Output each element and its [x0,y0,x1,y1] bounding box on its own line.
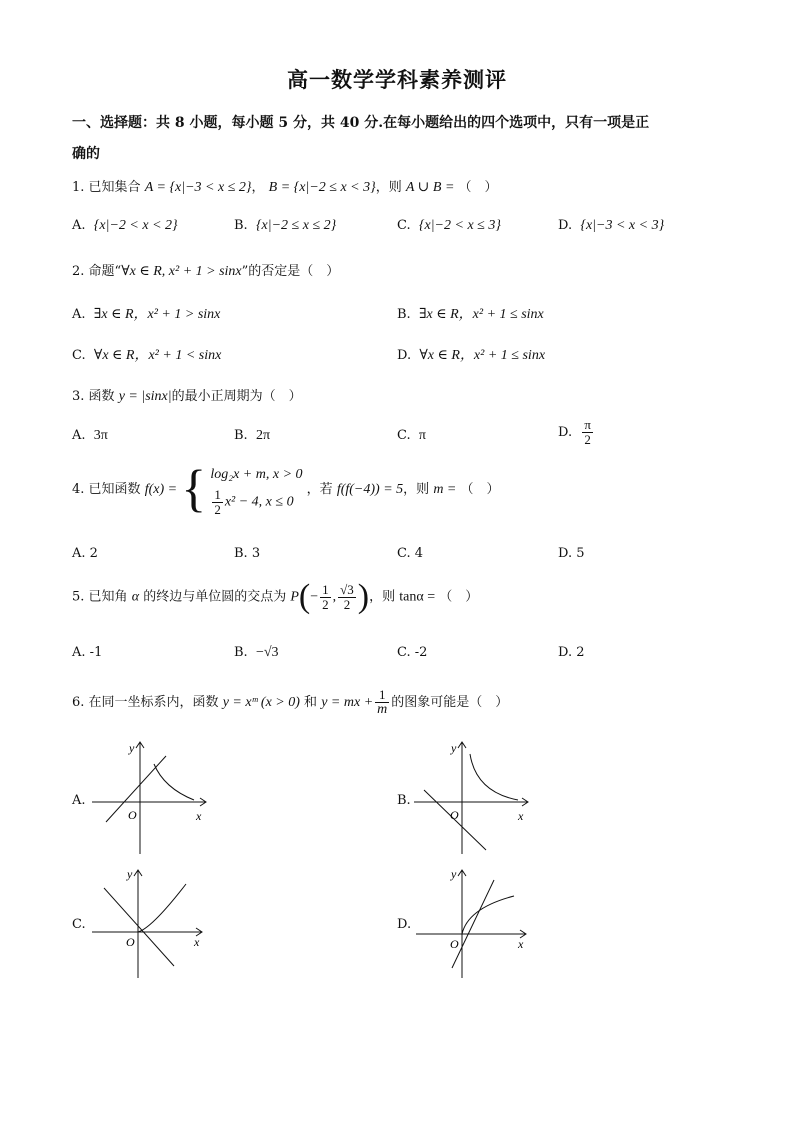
q1-number: 1. [72,180,85,195]
q1-stem-b: ，则 [375,180,402,195]
y-label: y [129,741,135,755]
x-label: x [518,937,524,951]
q1-set-b: B = {x|−2 ≤ x < 3} [268,180,376,195]
q2-option-b[interactable]: B. ∃x ∈ R，x² + 1 ≤ sinx [397,307,544,322]
q5-stem-c: ，则 [369,589,396,605]
q5-y-fraction: $\frac{√3}{2}$ [340,581,354,612]
q1-option-a[interactable]: A. {x|−2 < x < 2} [72,218,178,233]
q4-option-a[interactable]: A. 2 [72,546,98,561]
q6-graph-a[interactable] [88,736,218,858]
q3-number: 3. [72,389,85,404]
power-curve [462,896,514,934]
q5-stem-b: 的终边与单位圆的交点为 [143,589,287,605]
origin-label: O [450,808,459,822]
q5-alpha: α [131,589,140,605]
q5-stem-a: 已知角 [88,589,128,605]
q6-graph-c[interactable] [88,862,218,984]
y-label: y [451,867,457,881]
question-4 [72,462,500,517]
q6-option-b-label[interactable]: B. [397,793,411,808]
q4-number: 4. [72,482,85,497]
q1-stem-a: 已知集合 [88,180,141,195]
q3-stem-a: 函数 [88,389,115,404]
x-label: x [194,935,200,949]
q1-option-b[interactable]: B. {x|−2 ≤ x ≤ 2} [234,218,337,233]
q3-option-b[interactable]: B. 2π [234,428,271,443]
q4-stem-c: ，则 [403,482,430,497]
q3-option-d-fraction: $\frac{\pi}{2}$ [584,417,591,447]
question-6 [72,688,508,717]
y-label: y [451,741,457,755]
q5-option-c[interactable]: C. -2 [397,645,428,660]
q6-function-2-fraction: $\frac{1}{m}$ [377,687,388,717]
origin-label: O [126,935,135,949]
q4-stem-b: ，若 [306,482,333,497]
linear-line [104,888,174,966]
q4-piecewise [210,462,302,517]
q4-case-2: $\frac{1}{2}$ x² − 4, x ≤ 0 [214,487,294,517]
q6-stem-c: 的图象可能是（ ） [391,695,509,710]
q5-paren: （ ） [439,589,479,605]
q4-option-c[interactable]: C. 4 [397,546,424,561]
section-header-line2: 确的 [72,146,100,162]
question-3 [72,385,302,405]
q4-function-name: f(x) = [144,482,178,497]
q6-stem-a: 在同一坐标系内，函数 [88,695,219,710]
power-curve [470,754,518,800]
q4-stem-a: 已知函数 [88,482,141,497]
q5-point: P [290,589,299,605]
q4-case-1: log₂x + m, x > 0 [210,467,303,482]
origin-label: O [450,937,459,951]
q6-option-a-label[interactable]: A. [72,793,86,808]
q3-option-d[interactable]: D. $\frac{\pi}{2}$ [558,417,591,447]
q4-paren: （ ） [460,482,500,497]
q6-function-2: y = mx + [321,695,374,710]
q5-number: 5. [72,589,85,605]
q5-x-fraction: $\frac{1}{2}$ [322,581,329,612]
q4-condition: f(f(−4)) = 5 [336,482,404,497]
section-header-line1: 一、选择题：共 8 小题，每小题 5 分，共 40 分.在每小题给出的四个选项中，只有一项是正 [72,115,650,131]
q3-stem-b: 的最小正周期为（ ） [171,389,302,404]
q2-option-c[interactable]: C. ∀x ∈ R，x² + 1 < sinx [72,348,222,363]
q6-option-c-label[interactable]: C. [72,917,86,932]
q6-stem-b: 和 [304,695,318,710]
q6-graph-b[interactable] [410,736,540,858]
q6-function-1: y = xᵐ (x > 0) [222,695,300,710]
page-title: 高一数学学科素养测评 [287,67,507,92]
x-label: x [518,809,524,823]
q4-option-b[interactable]: B. 3 [234,546,261,561]
y-label: y [127,867,133,881]
q3-expression: y = |sinx| [118,389,172,404]
q6-number: 6. [72,695,85,710]
q1-paren: （ ） [458,180,498,195]
power-curve [154,764,194,800]
q5-target: tanα = [399,589,436,605]
q2-stem-a: 命题“ [88,264,122,279]
q4-option-d[interactable]: D. 5 [558,546,585,561]
question-2 [72,260,339,280]
linear-line [452,880,494,968]
q1-option-d[interactable]: D. {x|−3 < x < 3} [558,218,665,233]
q6-graph-d[interactable] [410,862,540,984]
q5-option-b[interactable]: B. −√3 [234,645,279,660]
q2-option-d[interactable]: D. ∀x ∈ R，x² + 1 ≤ sinx [397,348,546,363]
q6-option-d-label[interactable]: D. [397,917,412,932]
q2-stem-b: ”的否定是（ ） [241,264,340,279]
q5-option-d[interactable]: D. 2 [558,645,585,660]
question-1: 1. 已知集合 A = {x|−3 < x ≤ 2}， B = {x|−2 ≤ x < 3}，则 A ∪ B = （ ） [72,180,498,195]
q1-set-a: A = {x|−3 < x ≤ 2} [144,180,252,195]
q2-option-a[interactable]: A. ∃x ∈ R，x² + 1 > sinx [72,307,221,322]
q5-option-a[interactable]: A. -1 [72,645,103,660]
question-5: 5. 已知角 α 的终边与单位圆的交点为 P(− $\frac{1}{2}$ , $\frac{√3}{2}$ )，则 tanα = （ ） [72,578,479,615]
q2-number: 2. [72,264,85,279]
q3-option-c[interactable]: C. π [397,428,426,443]
q1-union: A ∪ B = [405,180,455,195]
origin-label: O [128,808,137,822]
x-label: x [196,809,202,823]
q1-option-c[interactable]: C. {x|−2 < x ≤ 3} [397,218,501,233]
power-curve [138,884,186,932]
q4-brace: { [181,460,207,518]
q4-target: m = [433,482,457,497]
q2-proposition: ∀x ∈ R, x² + 1 > sinx [121,264,242,279]
q3-option-a[interactable]: A. 3π [72,428,108,443]
